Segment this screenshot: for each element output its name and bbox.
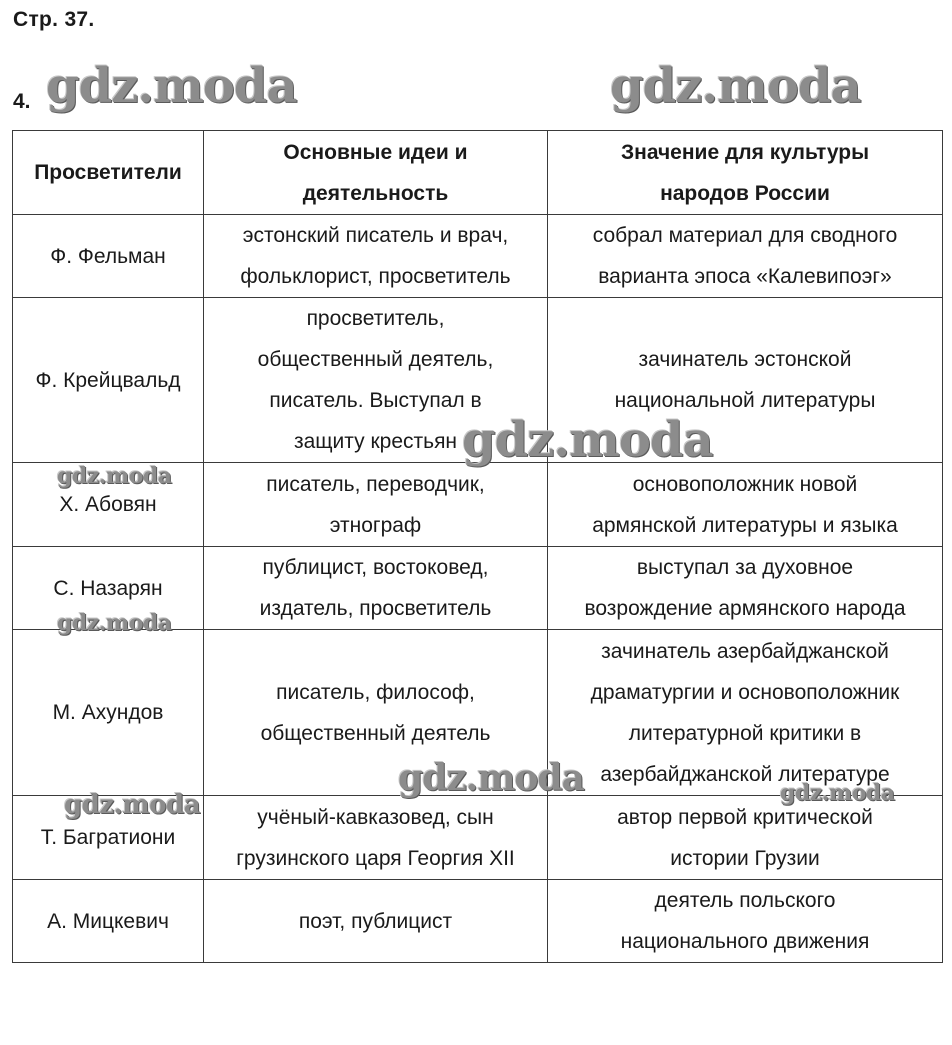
table-row [13, 630, 943, 796]
watermark-logo: gdz.moda [57, 610, 172, 636]
table-row [13, 880, 943, 963]
table-header-row [13, 131, 943, 215]
watermark-logo: gdz.moda [398, 757, 584, 799]
page-heading: Стр. 37. [13, 8, 95, 31]
cell-ideas: публицист, востоковед, издатель, просветитель [204, 547, 548, 630]
enlighteners-table [12, 130, 943, 963]
cell-name: Ф. Фельман [13, 215, 204, 298]
cell-ideas: просветитель, общественный деятель, писатель. Выступал в защиту крестьян [204, 298, 548, 463]
watermark-logo: gdz.moda [780, 780, 895, 806]
watermark-logo: gdz.moda [610, 58, 861, 114]
table-row [13, 796, 943, 880]
cell-significance: автор первой критической истории Грузии [548, 796, 943, 880]
cell-ideas: писатель, переводчик, этнограф [204, 463, 548, 547]
cell-name: М. Ахундов [13, 630, 204, 796]
watermark-logo: gdz.moda [462, 412, 713, 468]
cell-ideas: эстонский писатель и врач, фольклорист, просветитель [204, 215, 548, 298]
cell-significance: выступал за духовное возрождение армянского народа [548, 547, 943, 630]
cell-significance: основоположник новой армянской литературы и языка [548, 463, 943, 547]
cell-ideas: поэт, публицист [204, 880, 548, 963]
cell-ideas: учёный-кавказовед, сын грузинского царя Георгия XII [204, 796, 548, 880]
table-row [13, 298, 943, 463]
cell-name: С. Назарян [13, 547, 204, 630]
watermark-logo: gdz.moda [46, 58, 297, 114]
cell-significance: зачинатель азербайджанской драматургии и основоположник литературной критики в азербайджанской литературе [548, 630, 943, 796]
cell-name: Х. Абовян [13, 463, 204, 547]
cell-name: Ф. Крейцвальд [13, 298, 204, 463]
cell-significance: собрал материал для сводного варианта эпоса «Калевипоэг» [548, 215, 943, 298]
table-row [13, 215, 943, 298]
cell-ideas: писатель, философ, общественный деятель [204, 630, 548, 796]
watermark-logo: gdz.moda [57, 463, 172, 489]
cell-name: Т. Багратиони [13, 796, 204, 880]
task-number: 4. [13, 90, 31, 113]
watermark-logo: gdz.moda [64, 790, 201, 820]
table-row [13, 463, 943, 547]
header-significance: Значение для культуры народов России [548, 131, 943, 215]
cell-significance: зачинатель эстонской национальной литературы [548, 298, 943, 463]
cell-significance: деятель польского национального движения [548, 880, 943, 963]
cell-name: А. Мицкевич [13, 880, 204, 963]
header-enlighteners: Просветители [13, 131, 204, 215]
table-row [13, 547, 943, 630]
header-ideas: Основные идеи и деятельность [204, 131, 548, 215]
